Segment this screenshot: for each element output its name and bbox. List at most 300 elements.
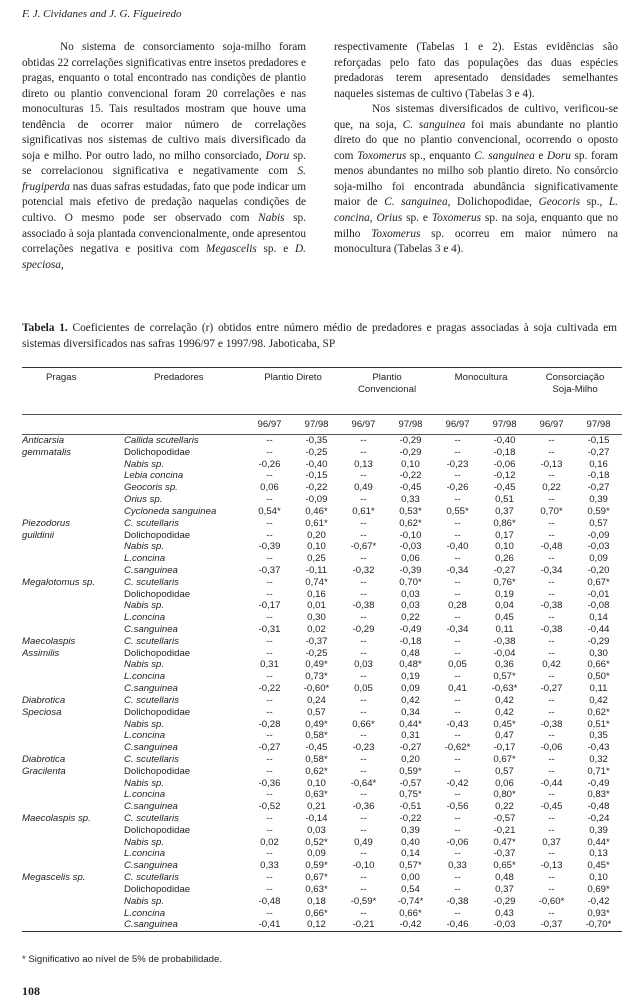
correlation-value: -- [454, 848, 461, 860]
correlation-value: 0,04 [495, 600, 514, 612]
correlation-value: -- [266, 435, 273, 446]
correlation-value: 0,22 [401, 612, 420, 624]
year-header: 96/97 [340, 415, 387, 435]
correlation-value: 0,31 [260, 659, 279, 671]
correlation-value: -0,29 [493, 895, 516, 907]
table-body [22, 435, 622, 932]
correlation-value: 0,06 [401, 553, 420, 565]
predator-name: Nabis sp. [124, 541, 164, 553]
correlation-value: -0,48 [540, 541, 563, 553]
correlation-value: 0,62* [305, 765, 328, 777]
correlation-value: -- [360, 671, 367, 683]
correlation-value: -0,44 [540, 777, 563, 789]
correlation-value: -0,64* [350, 777, 377, 789]
predator-name: Dolichopodidae [124, 824, 191, 836]
correlation-value: -- [360, 907, 367, 919]
correlation-value: 0,70* [399, 576, 422, 588]
taxon-name: L. concina, Orius [334, 196, 618, 225]
body-text: sp. ocorreu em maior número na monocultura (Tabelas 3 e 4). [334, 227, 618, 256]
correlation-value: -0,57 [493, 813, 516, 824]
correlation-value: -- [548, 824, 555, 836]
correlation-value: -- [454, 824, 461, 836]
predator-name: Dolichopodidae [124, 647, 191, 659]
correlation-value: 0,51 [495, 494, 514, 506]
correlation-value: 0,74* [305, 576, 328, 588]
table-row [22, 825, 622, 837]
correlation-value: 0,10 [495, 541, 514, 553]
correlation-value: -0,27 [540, 683, 563, 695]
correlation-value: 0,45 [495, 612, 514, 624]
correlation-value: 0,48 [495, 872, 514, 884]
correlation-value: -0,06 [446, 836, 469, 848]
correlation-value: 0,43 [495, 907, 514, 919]
correlation-value: -0,20 [587, 564, 610, 576]
table-footnote: * Significativo ao nível de 5% de probabilidade. [22, 954, 223, 965]
correlation-value: -- [266, 647, 273, 659]
correlation-value: -0,56 [446, 801, 469, 813]
pest-name [22, 860, 120, 872]
correlation-value: 0,33 [448, 860, 467, 872]
predator-name: C. scutellaris [124, 694, 179, 706]
correlation-value: -- [548, 635, 555, 647]
pest-name: gemmatalis [22, 446, 72, 458]
taxon-name: S. frugiperda [22, 165, 306, 193]
correlation-value: -- [548, 446, 555, 458]
correlation-value: 0,03 [401, 600, 420, 612]
year-header: 96/97 [246, 415, 293, 435]
table-row [22, 837, 622, 849]
correlation-value: -- [266, 694, 273, 706]
table-row [22, 577, 622, 589]
predator-name: L.concina [124, 730, 166, 742]
correlation-value: -- [266, 588, 273, 600]
correlation-value: -- [454, 576, 461, 588]
correlation-value: 0,22 [495, 801, 514, 813]
correlation-value: 0,13 [354, 458, 373, 470]
correlation-value: 0,39 [589, 494, 608, 506]
correlation-value: -0,18 [399, 635, 422, 647]
predator-name: Lebia concina [124, 470, 184, 482]
correlation-value: -0,36 [258, 777, 281, 789]
correlation-value: -- [454, 883, 461, 895]
correlation-value: -- [454, 635, 461, 647]
correlation-value: 0,86* [493, 517, 516, 529]
correlation-value: -0,39 [399, 564, 422, 576]
correlation-value: -0,40 [493, 435, 516, 446]
correlation-value: -0,45 [540, 801, 563, 813]
correlation-value: 0,03 [401, 588, 420, 600]
table-row [22, 908, 622, 920]
correlation-value: 0,05 [448, 659, 467, 671]
correlation-value: -0,08 [587, 600, 610, 612]
correlation-value: 0,19 [401, 671, 420, 683]
correlation-value: 0,50* [587, 671, 610, 683]
correlation-value: 0,62* [399, 517, 422, 529]
correlation-value: 0,42 [401, 694, 420, 706]
table-row [22, 872, 622, 884]
header-pragas: Pragas [22, 368, 120, 415]
pest-name [22, 494, 120, 506]
left-text-column [22, 40, 306, 273]
correlation-value: -- [548, 647, 555, 659]
pest-name: Megascelis sp. [22, 872, 86, 884]
correlation-value: 0,46* [305, 505, 328, 517]
header-plantio-convencional: Plantio Convencional [340, 368, 434, 415]
correlation-value: 0,18 [307, 895, 326, 907]
correlation-value: 0,44* [399, 718, 422, 730]
correlation-value: 0,21 [307, 801, 326, 813]
correlation-value: -0,27 [587, 446, 610, 458]
correlation-value: 0,59* [305, 860, 328, 872]
taxon-name: Toxomerus [431, 212, 482, 225]
correlation-value: 0,45* [587, 860, 610, 872]
correlation-value: 0,49 [354, 482, 373, 494]
predator-name: L.concina [124, 671, 166, 683]
correlation-value: 0,63* [305, 789, 328, 801]
year-header: 96/97 [528, 415, 575, 435]
pest-name [22, 671, 120, 683]
predator-name: C. scutellaris [124, 872, 179, 884]
correlation-value: -0,34 [446, 624, 469, 635]
correlation-value: -0,46 [434, 919, 481, 931]
body-paragraph [334, 40, 618, 102]
correlation-value: -0,49 [587, 777, 610, 789]
predator-name: C.sanguinea [124, 742, 178, 754]
correlation-value: 0,11 [495, 624, 514, 635]
table-row [22, 470, 622, 482]
correlation-value: -0,42 [446, 777, 469, 789]
predator-name: Geocoris sp. [124, 482, 178, 494]
correlation-value: -0,62* [444, 742, 471, 754]
body-text: sp., enquanto [406, 149, 475, 162]
correlation-value: 0,58* [305, 753, 328, 765]
correlation-value: -- [360, 494, 367, 506]
correlation-value: 0,02 [260, 836, 279, 848]
correlation-value: -- [548, 494, 555, 506]
correlation-value: 0,69* [587, 883, 610, 895]
correlation-value: -- [454, 789, 461, 801]
predator-name: Dolichopodidae [124, 588, 191, 600]
correlation-value: -0,25 [305, 446, 328, 458]
predator-name: C. scutellaris [124, 517, 179, 529]
pest-name: Diabrotica [22, 753, 66, 765]
predator-name: Dolichopodidae [124, 765, 191, 777]
correlation-value: -0,43 [446, 718, 469, 730]
correlation-value: -- [266, 470, 273, 482]
correlation-value: 0,52* [305, 836, 328, 848]
correlation-value: 0,59* [587, 505, 610, 517]
correlation-value: 0,36 [495, 659, 514, 671]
table-row [22, 636, 622, 648]
correlation-value: 0,12 [293, 919, 340, 931]
table-row [22, 518, 622, 530]
correlation-value: 0,22 [542, 482, 561, 494]
taxon-name: C. sanguinea [402, 118, 466, 131]
correlation-value: 0,62* [587, 706, 610, 718]
table-row [22, 919, 622, 931]
pest-name [22, 719, 120, 731]
header-plantio-direto: Plantio Direto [246, 368, 340, 415]
pest-name [22, 789, 120, 801]
correlation-value: -0,48 [258, 895, 281, 907]
correlation-value: 0,54 [401, 883, 420, 895]
correlation-value: -0,70* [575, 919, 622, 931]
correlation-value: -0,45 [493, 482, 516, 494]
pest-name [22, 589, 120, 601]
table-caption-text: Coeficientes de correlação (r) obtidos entre número médio de predadores e pragas associadas à soja cultivada em sistemas diversificados nas safras 1996/97 e 1997/98. Jaboticaba, SP [22, 322, 617, 350]
correlation-value: -0,22 [399, 470, 422, 482]
correlation-value: -0,38 [493, 635, 516, 647]
correlation-value: -0,03 [399, 541, 422, 553]
correlation-value: -- [360, 883, 367, 895]
table-row [22, 600, 622, 612]
correlation-value: -- [266, 706, 273, 718]
table-row [22, 683, 622, 695]
correlation-value: 0,71* [587, 765, 610, 777]
correlation-value: 0,47 [495, 730, 514, 742]
correlation-value: 0,80* [493, 789, 516, 801]
body-text: sp., [580, 196, 609, 209]
correlation-value: -- [360, 813, 367, 824]
correlation-value: 0,44* [587, 836, 610, 848]
correlation-value: -0,74* [397, 895, 424, 907]
predator-name: Dolichopodidae [124, 529, 191, 541]
correlation-value: -0,10 [399, 529, 422, 541]
correlation-value: -0,04 [493, 647, 516, 659]
predator-name: C.sanguinea [124, 624, 178, 635]
pest-name [22, 742, 120, 754]
correlation-value: 0,54* [258, 505, 281, 517]
correlation-value: -0,18 [493, 446, 516, 458]
correlation-value: 0,45* [493, 718, 516, 730]
correlation-value: -0,17 [493, 742, 516, 754]
year-header: 96/97 [434, 415, 481, 435]
correlation-value: -0,38 [352, 600, 375, 612]
correlation-value: -0,49 [399, 624, 422, 635]
correlation-value: -0,27 [399, 742, 422, 754]
correlation-table [22, 367, 622, 932]
table-row [22, 742, 622, 754]
correlation-value: -- [360, 553, 367, 565]
correlation-value: 0,26 [495, 553, 514, 565]
pest-name: Piezodorus [22, 517, 70, 529]
correlation-value: -- [360, 576, 367, 588]
correlation-value: -0,03 [481, 919, 528, 931]
correlation-value: -- [266, 517, 273, 529]
page-number: 108 [22, 984, 40, 998]
correlation-value: -0,37 [528, 919, 575, 931]
table-row [22, 612, 622, 624]
correlation-value: -- [454, 494, 461, 506]
predator-name: Nabis sp. [124, 659, 164, 671]
header-consorciacao: Consorciação Soja-Milho [528, 368, 622, 415]
predator-name: C. scutellaris [124, 753, 179, 765]
correlation-value: -- [266, 813, 273, 824]
correlation-value: -- [454, 435, 461, 446]
body-text: nas duas safras estudadas, fato que pode indicar um potencial mais efetivo de predação naquelas condições de cultivo. O mesmo pode ser observado com [22, 180, 306, 225]
correlation-value: -- [548, 883, 555, 895]
correlation-value: -- [454, 446, 461, 458]
correlation-value: 0,14 [401, 848, 420, 860]
pest-name [22, 459, 120, 471]
correlation-value: -0,13 [540, 860, 563, 872]
table-row [22, 813, 622, 825]
table-row [22, 860, 622, 872]
correlation-value: -- [454, 813, 461, 824]
pest-name [22, 778, 120, 790]
correlation-value: -0,44 [587, 624, 610, 635]
correlation-value: -0,29 [399, 446, 422, 458]
correlation-value: -0,32 [352, 564, 375, 576]
predator-name: L.concina [124, 907, 166, 919]
correlation-value: -0,09 [305, 494, 328, 506]
correlation-value: 0,49 [354, 836, 373, 848]
correlation-value: -0,12 [493, 470, 516, 482]
body-text: Dolichopodidae, [450, 196, 539, 209]
correlation-value: -- [266, 494, 273, 506]
correlation-value: 0,39 [401, 824, 420, 836]
correlation-value: -- [360, 470, 367, 482]
correlation-value: -0,35 [305, 435, 328, 446]
correlation-value: -- [548, 470, 555, 482]
correlation-value: -- [266, 848, 273, 860]
correlation-value: -- [360, 635, 367, 647]
correlation-value: 0,32 [589, 753, 608, 765]
correlation-value: 0,57* [493, 671, 516, 683]
correlation-value: 0,20 [401, 753, 420, 765]
correlation-value: -0,25 [305, 647, 328, 659]
correlation-value: 0,49* [305, 718, 328, 730]
correlation-value: -- [454, 872, 461, 884]
correlation-value: 0,06 [260, 482, 279, 494]
correlation-value: -0,22 [305, 482, 328, 494]
correlation-value: 0,33 [260, 860, 279, 872]
predator-name: C. scutellaris [124, 635, 179, 647]
correlation-value: -- [548, 588, 555, 600]
table-row [22, 848, 622, 860]
predator-name: Dolichopodidae [124, 883, 191, 895]
correlation-value: -- [548, 435, 555, 446]
correlation-value: -- [360, 529, 367, 541]
correlation-value: -0,06 [493, 458, 516, 470]
body-text: sp. e [256, 243, 296, 256]
predator-name: C.sanguinea [124, 801, 178, 813]
correlation-value: 0,33 [401, 494, 420, 506]
correlation-value: 0,09 [589, 553, 608, 565]
correlation-value: -- [454, 730, 461, 742]
correlation-value: -- [548, 730, 555, 742]
taxon-name: Doru [547, 149, 571, 162]
correlation-value: -0,51 [399, 801, 422, 813]
correlation-value: 0,66* [305, 907, 328, 919]
correlation-value: -0,38 [540, 600, 563, 612]
correlation-value: 0,55* [446, 505, 469, 517]
correlation-value: 0,39 [589, 824, 608, 836]
correlation-value: 0,41 [448, 683, 467, 695]
table-row [22, 648, 622, 660]
correlation-value: -0,24 [587, 813, 610, 824]
predator-name: Nabis sp. [124, 895, 164, 907]
correlation-value: -0,60* [303, 683, 330, 695]
correlation-value: -- [454, 753, 461, 765]
correlation-value: -0,06 [540, 742, 563, 754]
pest-name [22, 801, 120, 813]
table-caption [22, 321, 617, 352]
predator-name: C.sanguinea [124, 564, 178, 576]
pest-name [22, 553, 120, 565]
correlation-value: 0,42 [542, 659, 561, 671]
correlation-value: 0,57 [495, 765, 514, 777]
pest-name: Gracilenta [22, 765, 66, 777]
correlation-value: -- [360, 706, 367, 718]
correlation-value: -0,60* [538, 895, 565, 907]
correlation-value: -0,40 [446, 541, 469, 553]
body-text: foi mais abundante no plantio direto do que no plantio convencional, ocorrendo o oposto com [334, 118, 618, 162]
correlation-value: -0,23 [446, 458, 469, 470]
correlation-value: 0,13 [589, 848, 608, 860]
correlation-value: -- [360, 612, 367, 624]
predator-name: Nabis sp. [124, 777, 164, 789]
right-text-column [334, 40, 618, 258]
correlation-value: -- [548, 706, 555, 718]
correlation-value: -0,39 [258, 541, 281, 553]
predator-name: C.sanguinea [124, 860, 178, 872]
body-text: Nos sistemas diversificados de cultivo, verificou-se que, na soja, [334, 103, 618, 131]
correlation-value: 0,66* [587, 659, 610, 671]
correlation-value: -- [360, 435, 367, 446]
pest-name [22, 541, 120, 553]
header-monocultura: Monocultura [434, 368, 528, 415]
correlation-value: -- [454, 517, 461, 529]
predator-name: Nabis sp. [124, 836, 164, 848]
table-row [22, 695, 622, 707]
correlation-value: -0,38 [540, 718, 563, 730]
table-row [22, 801, 622, 813]
correlation-value: -- [360, 647, 367, 659]
correlation-value: -0,28 [258, 718, 281, 730]
taxon-name: Nabis [258, 212, 285, 225]
correlation-value: -- [548, 848, 555, 860]
pest-name [22, 600, 120, 612]
correlation-value: -- [266, 824, 273, 836]
table-row [22, 707, 622, 719]
body-text: No sistema de consorciamento soja-milho foram obtidas 22 correlações significativas entre insetos predadores e pragas, enquanto o total encontrado nas condições de plantio direto ou plantio convencional foram 20 correlações e nas monoculturas 15. Tais resultados mostram que houve uma tendência de ocorrer maior número de correlações significativas nos sistemas de cultivo mais diversificado da soja e milho. Por outro lado, no milho consorciado, [22, 41, 306, 162]
pest-name [22, 565, 120, 577]
correlation-value: 0,40 [401, 836, 420, 848]
pest-name [22, 896, 120, 908]
correlation-value: -0,14 [305, 813, 328, 824]
pest-name [22, 683, 120, 695]
correlation-value: -0,01 [587, 588, 610, 600]
predator-name: L.concina [124, 553, 166, 565]
correlation-value: 0,42 [589, 694, 608, 706]
correlation-value: -- [266, 907, 273, 919]
table-row [22, 589, 622, 601]
body-text: sp. associado à soja plantada convencionalmente, onde apresentou correlações negativa e positiva com [22, 212, 306, 256]
correlation-value: -- [548, 694, 555, 706]
correlation-value: -- [360, 588, 367, 600]
table-row [22, 435, 622, 447]
correlation-value: -- [360, 694, 367, 706]
correlation-value: -0,31 [258, 624, 281, 635]
predator-name: L.concina [124, 848, 166, 860]
table-row [22, 671, 622, 683]
correlation-value: -- [454, 706, 461, 718]
correlation-value: 0,06 [495, 777, 514, 789]
correlation-value: -0,40 [305, 458, 328, 470]
correlation-value: 0,37 [495, 505, 514, 517]
correlation-value: -0,26 [258, 458, 281, 470]
